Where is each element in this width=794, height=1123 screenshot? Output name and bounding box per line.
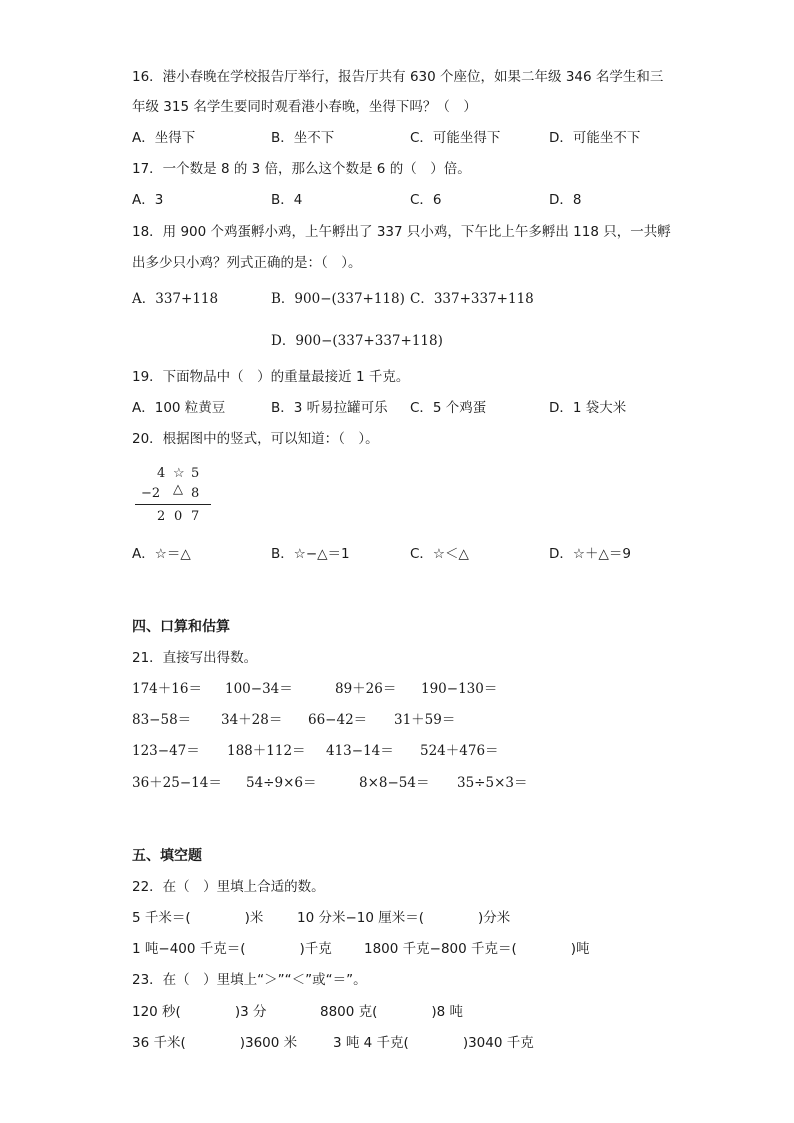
- calc-1-3: 89＋26＝: [335, 681, 397, 697]
- calc-1-2: 100−34＝: [225, 681, 293, 697]
- q18-option-d: D．900−(337+337+118): [271, 333, 443, 349]
- q22-blank-2: 10 分米−10 厘米＝( )分米: [297, 910, 511, 926]
- q23-stem: 23．在（ ）里填上“＞”“＜”或“＝”。: [132, 972, 367, 988]
- q23-blank-1: 120 秒( )3 分: [132, 1004, 267, 1020]
- q16-line2: 年级 315 名学生要同时观看港小春晚，坐得下吗？（ ）: [132, 99, 477, 115]
- calc-3-1: 123−47＝: [132, 743, 200, 759]
- vertical-subtraction: [135, 464, 215, 528]
- q16-option-c: C．可能坐得下: [410, 130, 501, 146]
- q20-option-b: B．☆−△＝1: [271, 546, 350, 562]
- triangle-symbol: △: [173, 482, 183, 497]
- q18-option-c: C．337+337+118: [410, 291, 534, 307]
- q17-option-d: D．8: [549, 192, 582, 208]
- calc-4-2: 54÷9×6＝: [246, 775, 317, 791]
- q16-option-d: D．可能坐不下: [549, 130, 641, 146]
- q19-option-d: D．1 袋大米: [549, 400, 627, 416]
- q22-stem: 22．在（ ）里填上合适的数。: [132, 879, 325, 895]
- vert-r2-c1: −2: [141, 486, 161, 501]
- q18-option-a: A．337+118: [132, 291, 219, 307]
- q19-option-c: C．5 个鸡蛋: [410, 400, 487, 416]
- calc-2-2: 34＋28＝: [221, 712, 283, 728]
- q17-option-c: C．6: [410, 192, 442, 208]
- calc-3-2: 188＋112＝: [227, 743, 306, 759]
- calc-4-3: 8×8−54＝: [359, 775, 430, 791]
- calc-1-4: 190−130＝: [421, 681, 498, 697]
- section5-title: 五、填空题: [132, 848, 202, 864]
- q19-option-b: B．3 听易拉罐可乐: [271, 400, 388, 416]
- vert-line: [135, 504, 211, 505]
- q23-blank-4: 3 吨 4 千克( )3040 千克: [333, 1035, 534, 1051]
- vert-r2-c3: 8: [191, 486, 200, 501]
- q17-option-a: A．3: [132, 192, 164, 208]
- q19-stem: 19．下面物品中（ ）的重量最接近 1 千克。: [132, 369, 410, 385]
- vert-r1-c3: 5: [191, 466, 200, 481]
- q22-blank-3: 1 吨−400 千克＝( )千克: [132, 941, 332, 957]
- calc-3-4: 524＋476＝: [420, 743, 499, 759]
- q16-option-a: A．坐得下: [132, 130, 196, 146]
- q17-stem: 17．一个数是 8 的 3 倍，那么这个数是 6 的（ ）倍。: [132, 161, 471, 177]
- vert-r1-c1: 4: [157, 466, 166, 481]
- calc-1-1: 174＋16＝: [132, 681, 202, 697]
- q18-line2: 出多少只小鸡？列式正确的是：（ ）。: [132, 255, 362, 271]
- calc-2-3: 66−42＝: [308, 712, 368, 728]
- q22-blank-1: 5 千米＝( )米: [132, 910, 264, 926]
- q18-line1: 18．用 900 个鸡蛋孵小鸡，上午孵出了 337 只小鸡，下午比上午多孵出 118 只，一共孵: [132, 224, 671, 240]
- q23-blank-2: 8800 克( )8 吨: [320, 1004, 464, 1020]
- q23-blank-3: 36 千米( )3600 米: [132, 1035, 298, 1051]
- q18-option-b: B．900−(337+118): [271, 291, 405, 307]
- calc-3-3: 413−14＝: [326, 743, 394, 759]
- q20-option-d: D．☆＋△＝9: [549, 546, 631, 562]
- section4-title: 四、口算和估算: [132, 619, 230, 635]
- q17-option-b: B．4: [271, 192, 303, 208]
- calc-2-4: 31＋59＝: [394, 712, 456, 728]
- q16-line1: 16．港小春晚在学校报告厅举行，报告厅共有 630 个座位，如果二年级 346 名学生和三: [132, 69, 664, 85]
- vert-r3-c3: 7: [191, 509, 200, 524]
- calc-4-1: 36＋25−14＝: [132, 775, 222, 791]
- calc-2-1: 83−58＝: [132, 712, 192, 728]
- q19-option-a: A．100 粒黄豆: [132, 400, 226, 416]
- q21-stem: 21．直接写出得数。: [132, 650, 258, 666]
- q20-stem: 20．根据图中的竖式，可以知道：（ ）。: [132, 431, 379, 447]
- q16-option-b: B．坐不下: [271, 130, 335, 146]
- vert-r3-c2: 0: [174, 509, 183, 524]
- vert-r3-c1: 2: [157, 509, 166, 524]
- star-symbol: ☆: [173, 466, 185, 481]
- q20-option-c: C．☆＜△: [410, 546, 469, 562]
- q20-option-a: A．☆＝△: [132, 546, 191, 562]
- q22-blank-4: 1800 千克−800 千克＝( )吨: [364, 941, 590, 957]
- calc-4-4: 35÷5×3＝: [457, 775, 528, 791]
